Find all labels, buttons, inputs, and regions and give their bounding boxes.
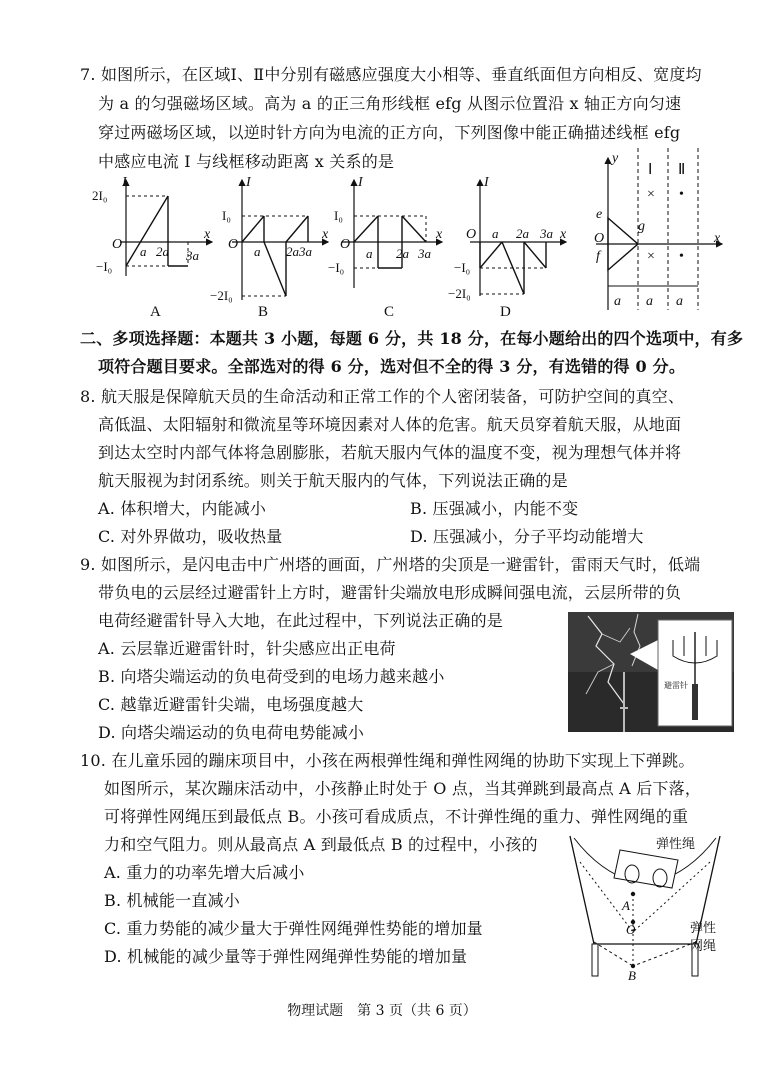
q9-option-d: D. 向塔尖端运动的负电荷电势能减小	[98, 723, 365, 742]
q10-point-a: A	[622, 898, 630, 913]
q10-point-b: B	[628, 968, 636, 983]
q10-trampoline-figure	[560, 832, 730, 983]
q7-graph-a	[92, 175, 212, 276]
q10-label-net-1: 弹性	[690, 921, 717, 936]
field-dot-top: •	[679, 187, 684, 202]
q10-label-net-2: 网绳	[690, 939, 717, 954]
q7c-axis-i: I	[358, 175, 363, 190]
q7d-neg-2i0: −2I₀	[448, 286, 471, 301]
q7a-2a: 2a	[156, 244, 169, 259]
q8-line-3: 到达太空时内部气体将急剧膨胀，若航天服内气体的温度不变，视为理想气体并将	[98, 443, 682, 462]
q10-line-1: 10. 在儿童乐园的蹦床项目中，小孩在两根弹性绳和弹性网绳的协助下实现上下弹跳。	[80, 751, 695, 770]
q10-point-o: O	[626, 922, 636, 937]
field-region-2: Ⅱ	[678, 162, 686, 178]
q10-line-3: 可将弹性网绳压到最低点 B。小孩可看成质点，不计弹性绳的重力、弹性网绳的重	[104, 807, 689, 826]
q9-photo-label: 避雷针	[664, 681, 688, 690]
q9-option-a: A. 云层靠近避雷针时，针尖感应出正电荷	[98, 639, 396, 658]
q7c-2a: 2a	[396, 246, 409, 261]
q8-line-2: 高低温、太阳辐射和微流星等环境因素对人体的危害。航天员穿着航天服，从地面	[98, 415, 682, 434]
field-region-1: Ⅰ	[648, 162, 653, 178]
field-a-1: a	[614, 294, 621, 309]
q10-option-c: C. 重力势能的减少量大于弹性网绳弹性势能的增加量	[104, 919, 483, 938]
q7a-axis-i: I	[122, 175, 127, 190]
q7d-2a: 2a	[516, 226, 529, 241]
q7d-origin: O	[466, 227, 477, 242]
q7c-3a: 3a	[418, 246, 431, 261]
section2-line-2: 项符合题目要求。全部选对的得 6 分，选对但不全的得 3 分，有选错的得 0 分。	[98, 357, 686, 376]
field-vertex-f: f	[596, 249, 600, 264]
q9-option-b: B. 向塔尖端运动的负电荷受到的电场力越来越小	[98, 667, 445, 686]
q7d-axis-x: x	[560, 227, 567, 242]
section2-line-1: 二、多项选择题：本题共 3 小题，每题 6 分，共 18 分，在每小题给出的四个选项中，有多	[80, 329, 744, 348]
page-footer: 物理试题 第 3 页（共 6 页）	[287, 1003, 477, 1019]
q7a-origin: O	[112, 237, 123, 252]
q7a-a: a	[140, 244, 147, 259]
q10-option-d: D. 机械能的减少量等于弹性网绳弹性势能的增加量	[104, 947, 468, 966]
q7-option-b-label: B	[258, 304, 269, 320]
q7a-two-i0: 2I₀	[92, 188, 108, 203]
field-origin: O	[594, 231, 605, 246]
q7c-a: a	[366, 246, 373, 261]
q9-lightning-photo	[568, 612, 734, 732]
q7a-3a: 3a	[186, 248, 199, 263]
q7-option-d-label: D	[500, 304, 511, 320]
q10-label-rope: 弹性绳	[656, 837, 696, 852]
q7b-origin: O	[228, 237, 239, 252]
q7-line-3: 穿过两磁场区域，以逆时针方向为电流的正方向，下列图像中能正确描述线框 efg	[98, 123, 681, 142]
field-dot-bottom: •	[679, 249, 684, 264]
q7-graph-b	[210, 175, 329, 303]
field-axis-x: x	[714, 231, 721, 246]
q7a-neg-i0: −I₀	[96, 259, 113, 274]
q7c-i0: I₀	[334, 208, 343, 223]
q9-line-1: 9. 如图所示，是闪电击中广州塔的画面，广州塔的尖顶是一避雷针，雷雨天气时，低端	[80, 555, 701, 574]
field-a-3: a	[676, 294, 683, 309]
q9-option-c: C. 越靠近避雷针尖端，电场强度越大	[98, 695, 364, 714]
q8-option-b: B. 压强减小，内能不变	[410, 499, 579, 518]
q10-option-a: A. 重力的功率先增大后减小	[104, 863, 305, 882]
q7b-2a3a: 2a3a	[286, 244, 312, 259]
q7-field-diagram	[594, 148, 722, 310]
q7-option-a-label: A	[150, 304, 161, 320]
q7c-axis-x: x	[436, 227, 443, 242]
q8-line-4: 航天服视为封闭系统。则关于航天服内的气体，下列说法正确的是	[98, 471, 568, 490]
q7b-i0: I₀	[222, 208, 231, 223]
q8-option-a: A. 体积增大，内能减小	[98, 499, 267, 518]
field-a-2: a	[646, 294, 653, 309]
q7-graph-d	[448, 175, 567, 301]
q7d-a: a	[492, 226, 499, 241]
q10-line-4: 力和空气阻力。则从最高点 A 到最低点 B 的过程中，小孩的	[104, 835, 538, 854]
field-vertex-e: e	[596, 207, 603, 222]
q7c-origin: O	[340, 237, 351, 252]
q9-line-3: 电荷经避雷针导入大地，在此过程中，下列说法正确的是	[98, 611, 504, 630]
q7d-axis-i: I	[484, 175, 489, 190]
field-cross-top: ×	[647, 187, 655, 202]
q8-option-d: D. 压强减小，分子平均动能增大	[410, 527, 644, 546]
q8-line-1: 8. 航天服是保障航天员的生命活动和正常工作的个人密闭装备，可防护空间的真空、	[80, 387, 685, 406]
field-axis-y: y	[612, 151, 619, 166]
q10-line-2: 如图所示，某次蹦床活动中，小孩静止时处于 O 点，当其弹跳到最高点 A 后下落，	[104, 779, 702, 798]
q7-option-c-label: C	[384, 304, 395, 320]
q7b-neg-2i0: −2I₀	[210, 288, 233, 303]
q7-line-1: 7. 如图所示，在区域Ⅰ、Ⅱ中分别有磁感应强度大小相等、垂直纸面但方向相反、宽度均	[80, 65, 702, 84]
q7c-neg-i0: −I₀	[328, 260, 345, 275]
q7b-axis-x: x	[322, 227, 329, 242]
q7b-a: a	[254, 244, 261, 259]
q7-line-2: 为 a 的匀强磁场区域。高为 a 的正三角形线框 efg 从图示位置沿 x 轴正方向匀速	[98, 94, 682, 113]
field-cross-bottom: ×	[647, 249, 655, 264]
q7-graph-c	[328, 175, 443, 288]
q7-line-4: 中感应电流 I 与线框移动距离 x 关系的是	[98, 152, 395, 171]
q7b-axis-i: I	[246, 175, 251, 190]
field-vertex-g: g	[638, 219, 645, 234]
q7a-axis-x: x	[204, 227, 211, 242]
q7d-3a: 3a	[540, 226, 553, 241]
q10-option-b: B. 机械能一直减小	[104, 891, 240, 910]
q8-option-c: C. 对外界做功，吸收热量	[98, 527, 283, 546]
q7d-neg-i0: −I₀	[454, 260, 471, 275]
q9-line-2: 带负电的云层经过避雷针上方时，避雷针尖端放电形成瞬间强电流，云层所带的负	[98, 583, 682, 602]
